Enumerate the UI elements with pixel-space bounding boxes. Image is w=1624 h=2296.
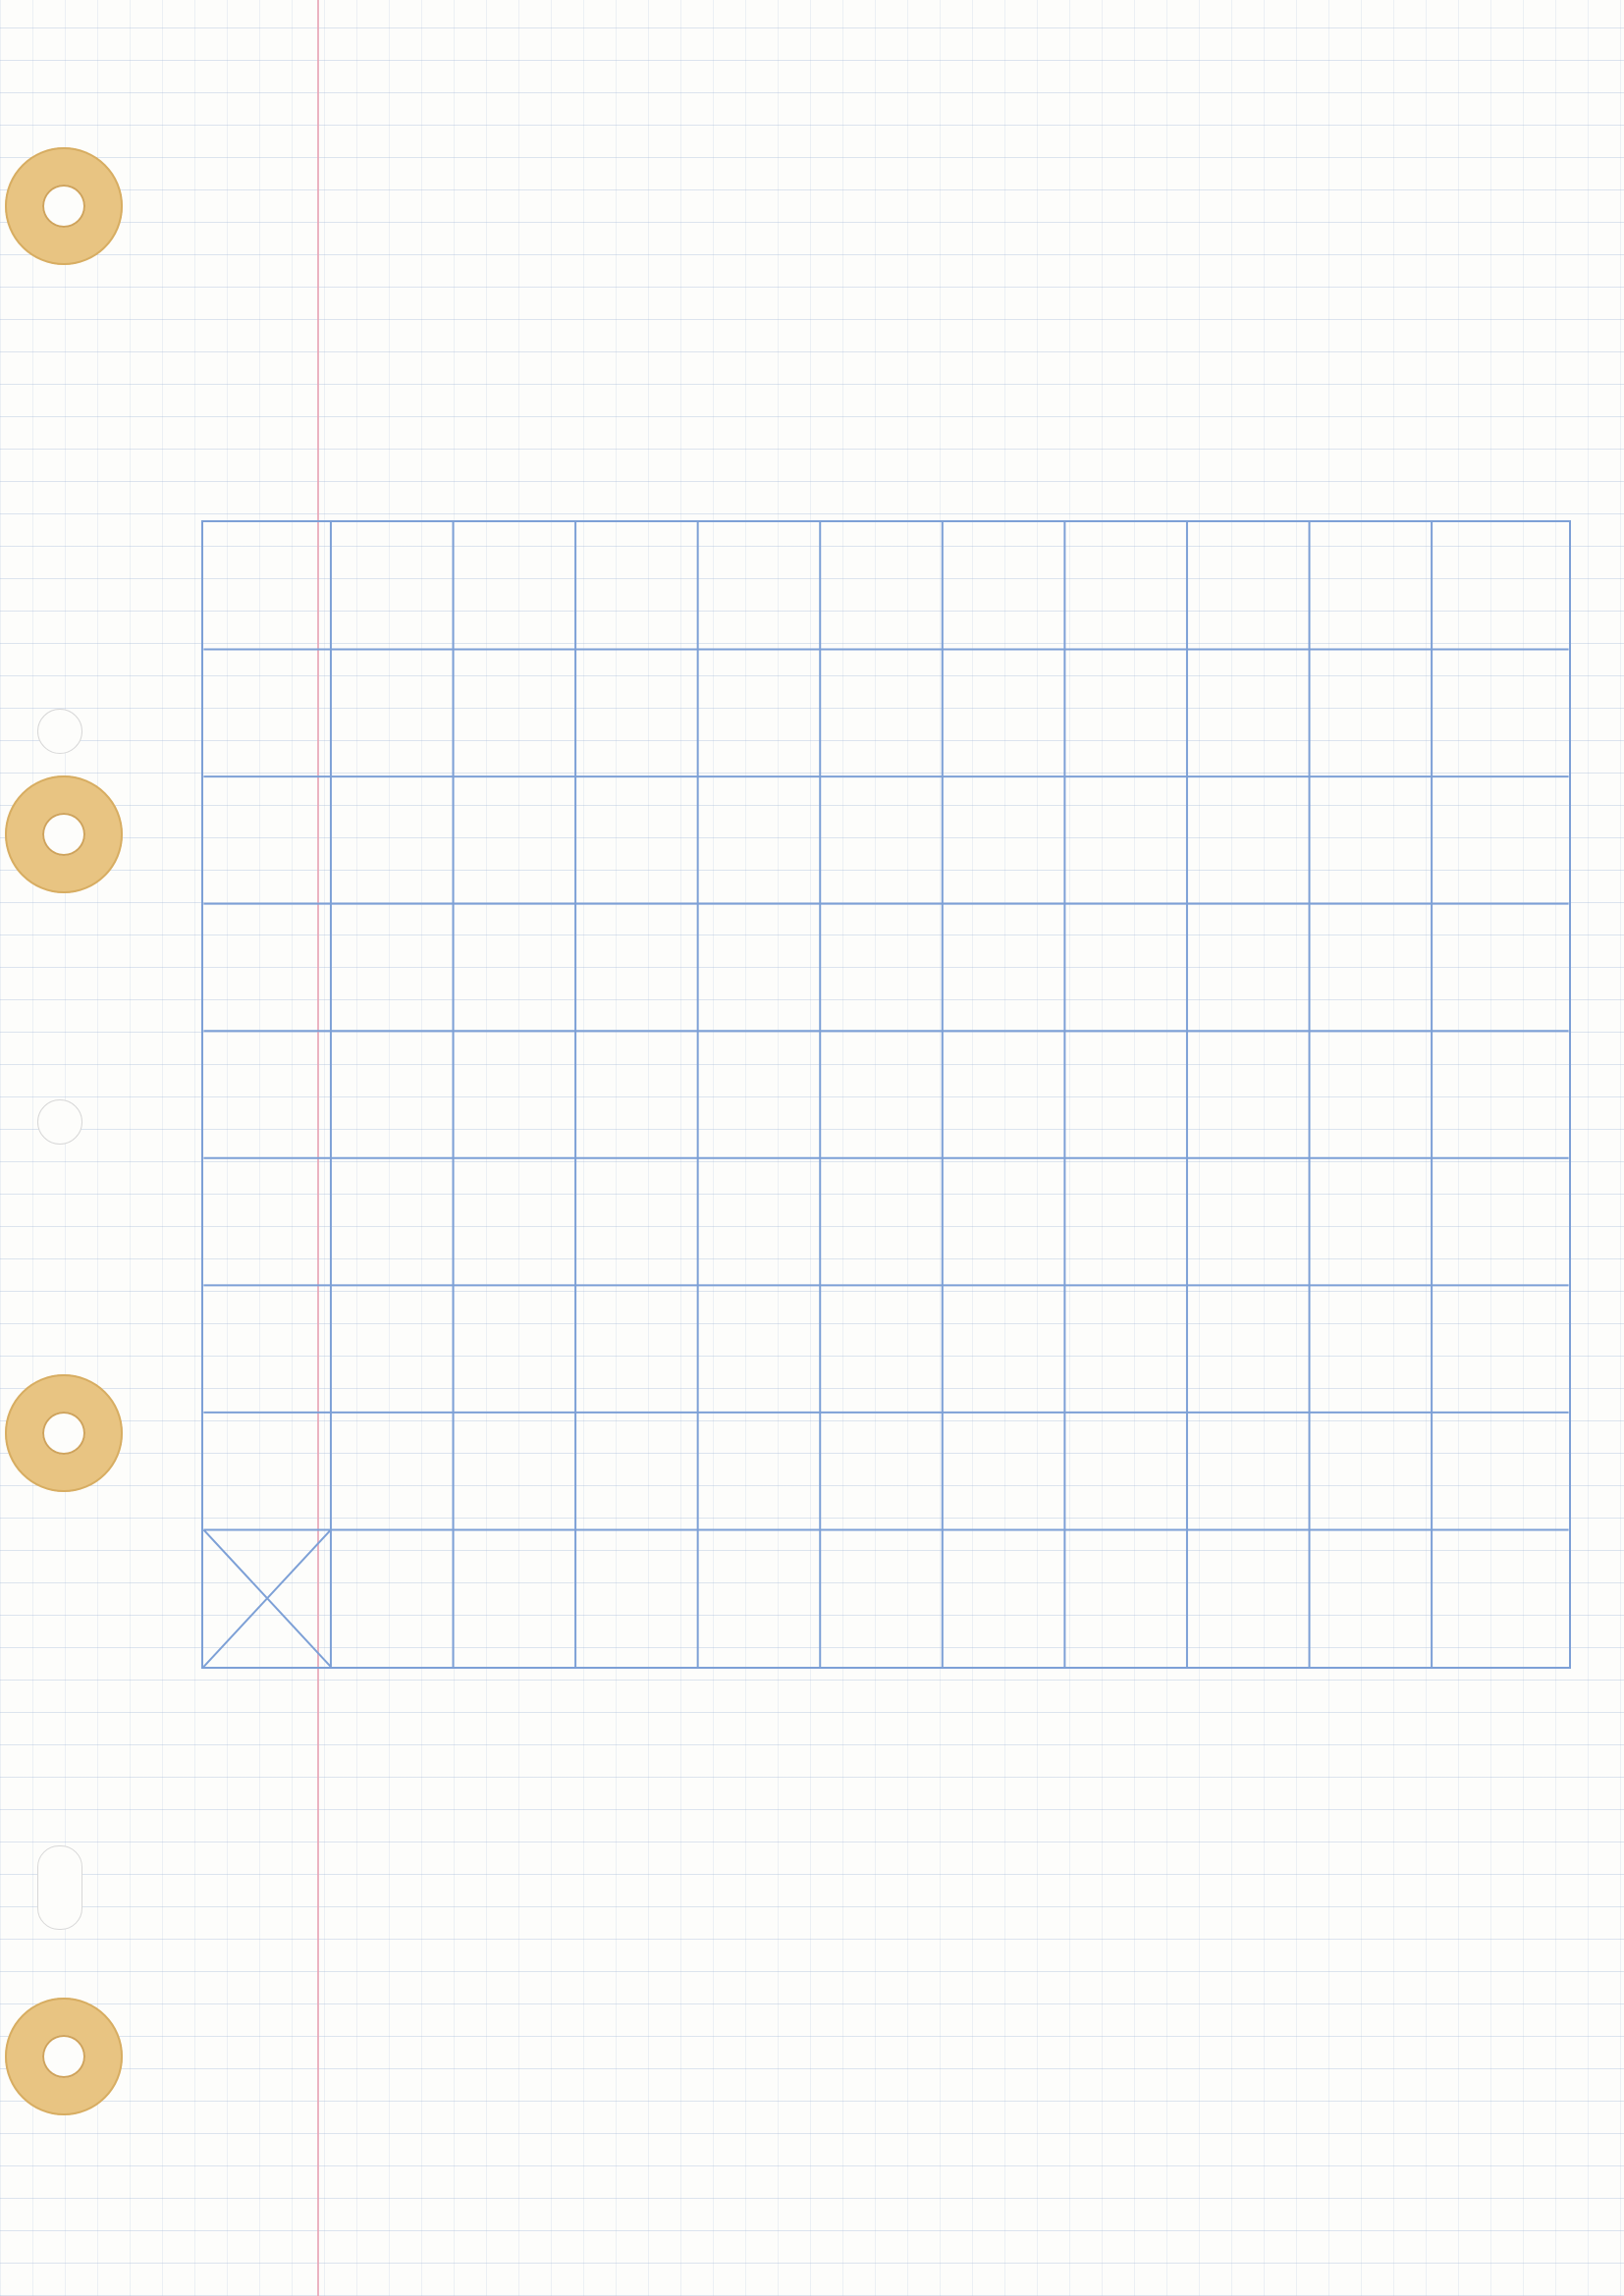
binder-reinforcement-ring bbox=[5, 147, 123, 265]
standings-grid bbox=[201, 520, 1571, 1669]
binder-reinforcement-ring bbox=[5, 1374, 123, 1492]
punch-hole bbox=[37, 709, 82, 754]
binder-reinforcement-ring bbox=[5, 775, 123, 893]
punch-hole bbox=[37, 1099, 82, 1145]
grid-lines bbox=[203, 522, 1569, 1667]
binder-reinforcement-ring bbox=[5, 1998, 123, 2115]
punch-slot bbox=[37, 1845, 82, 1930]
